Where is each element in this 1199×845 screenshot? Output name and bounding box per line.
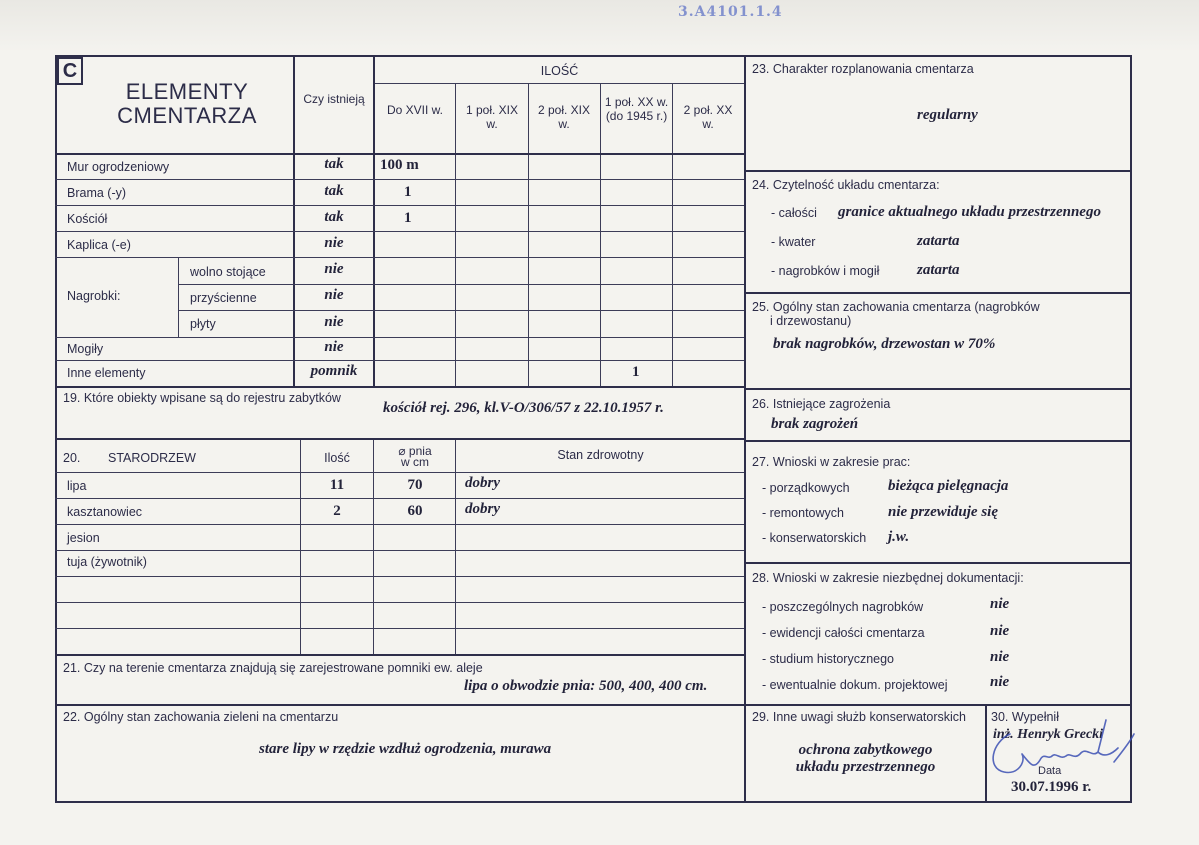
col-header-period-5: 2 poł. XX w. (683, 103, 733, 132)
tree-diameter: 60 (407, 503, 423, 519)
q27-label: 27. Wnioski w zakresie prac: (752, 455, 911, 469)
col-header-period-1: Do XVII w. (386, 103, 444, 117)
elements-title: ELEMENTY CMENTARZA (117, 79, 257, 129)
q21-label: 21. Czy na terenie cmentarza znajdują się zarejestrowane pomniki ew. aleje (63, 661, 483, 675)
tree-name: lipa (67, 479, 87, 493)
col-header-period-3: 2 poł. XIX w. (537, 103, 591, 132)
row-exists-value: tak (324, 156, 344, 172)
q22-value: stare lipy w rzędzie wzdłuż ogrodzenia, murawa (259, 741, 552, 757)
q20-col-diameter: ⌀ pnia w cm (398, 444, 432, 470)
row-exists-value: nie (324, 314, 344, 330)
q24-item-label: - całości (771, 206, 817, 220)
handwritten-signature (982, 712, 1142, 782)
q22-label: 22. Ogólny stan zachowania zieleni na cmentarzu (63, 710, 339, 724)
q27-item-value: bieżąca pielęgnacja (888, 478, 1009, 494)
row-label: Brama (-y) (67, 186, 127, 200)
q24-label: 24. Czytelność układu cmentarza: (752, 178, 940, 192)
q29-value-2: układu przestrzennego (795, 759, 936, 775)
row-exists-value: tak (324, 183, 344, 199)
row-label: Inne elementy (67, 366, 146, 380)
q26-value: brak zagrożeń (771, 416, 859, 432)
q28-item-value: nie (990, 649, 1010, 665)
q28-item-label: - ewidencji całości cmentarza (762, 626, 925, 640)
q25-label: 25. Ogólny stan zachowania cmentarza (nagrobków (752, 300, 1040, 314)
section-letter-box: C (57, 57, 83, 85)
tree-name: jesion (67, 531, 100, 545)
q29-value-1: ochrona zabytkowego (798, 742, 933, 758)
q27-item-value: nie przewiduje się (888, 504, 999, 520)
archive-stamp: 3.A4101.1.4 (678, 4, 783, 20)
q25-value: brak nagrobków, drzewostan w 70% (773, 336, 996, 352)
row-label: wolno stojące (190, 265, 266, 279)
col-header-exists: Czy istnieją (303, 92, 365, 106)
nagrobki-label: Nagrobki: (67, 289, 121, 303)
row-exists-value: nie (324, 261, 344, 277)
row-exists-value: nie (324, 235, 344, 251)
row-qty-value: 1 (404, 210, 412, 226)
col-header-quantity: ILOŚĆ (540, 64, 579, 78)
q27-item-label: - remontowych (762, 506, 844, 520)
q27-item-label: - porządkowych (762, 481, 850, 495)
q28-item-value: nie (990, 623, 1010, 639)
row-exists-value: tak (324, 209, 344, 225)
q24-item-label: - nagrobków i mogił (771, 264, 880, 278)
q28-item-value: nie (990, 674, 1010, 690)
q28-item-label: - poszczególnych nagrobków (762, 600, 924, 614)
q25-label-cont: i drzewostanu) (770, 314, 852, 328)
q19-label: 19. Które obiekty wpisane są do rejestru zabytków (63, 391, 341, 405)
row-label: Mogiły (67, 342, 104, 356)
q20-title: STARODRZEW (108, 451, 196, 465)
row-qty-value: 1 (632, 364, 640, 380)
q30-label: 30. Wypełnił (991, 710, 1059, 724)
q24-item-value: granice aktualnego układu przestrzennego (838, 204, 1101, 220)
row-label: przyścienne (190, 291, 257, 305)
q28-item-label: - studium historycznego (762, 652, 895, 666)
row-exists-value: pomnik (310, 363, 358, 379)
tree-qty: 11 (329, 477, 345, 493)
tree-qty: 2 (333, 503, 341, 519)
row-label: płyty (190, 317, 216, 331)
q27-item-label: - konserwatorskich (762, 531, 867, 545)
tree-health: dobry (465, 475, 500, 491)
row-label: Kościół (67, 212, 108, 226)
col-header-period-4: 1 poł. XX w. (do 1945 r.) (604, 95, 669, 124)
q30-name: inż. Henryk Grecki (993, 727, 1104, 742)
q28-item-label: - ewentualnie dokum. projektowej (762, 678, 948, 692)
q19-value: kościół rej. 296, kl.V-O/306/57 z 22.10.1957 r. (383, 400, 664, 416)
q29-label: 29. Inne uwagi służb konserwatorskich (752, 710, 967, 724)
q23-value: regularny (917, 107, 978, 123)
col-header-period-2: 1 poł. XIX w. (465, 103, 519, 132)
q28-label: 28. Wnioski w zakresie niezbędnej dokumentacji: (752, 571, 1024, 585)
q20-col-health: Stan zdrowotny (557, 448, 644, 462)
row-exists-value: nie (324, 339, 344, 355)
q21-value: lipa o obwodzie pnia: 500, 400, 400 cm. (464, 678, 708, 694)
q28-item-value: nie (990, 596, 1010, 612)
row-label: Mur ogrodzeniowy (67, 160, 170, 174)
q24-item-label: - kwater (771, 235, 816, 249)
q30-date: 30.07.1996 r. (1011, 779, 1092, 795)
row-label: Kaplica (-e) (67, 238, 131, 252)
q30-date-label: Data (1038, 765, 1062, 777)
tree-name: kasztanowiec (67, 505, 143, 519)
q23-label: 23. Charakter rozplanowania cmentarza (752, 62, 974, 76)
q26-label: 26. Istniejące zagrożenia (752, 397, 891, 411)
row-qty-value: 100 m (380, 157, 419, 173)
tree-name: tuja (żywotnik) (67, 555, 147, 569)
row-qty-value: 1 (404, 184, 412, 200)
card-top-edge (0, 0, 1199, 52)
q20-label: 20. (63, 451, 81, 465)
q24-item-value: zatarta (917, 262, 960, 278)
tree-health: dobry (465, 501, 500, 517)
q20-col-qty: Ilość (324, 451, 350, 465)
row-exists-value: nie (324, 287, 344, 303)
tree-diameter: 70 (407, 477, 423, 493)
q24-item-value: zatarta (917, 233, 960, 249)
q27-item-value: j.w. (888, 529, 910, 545)
